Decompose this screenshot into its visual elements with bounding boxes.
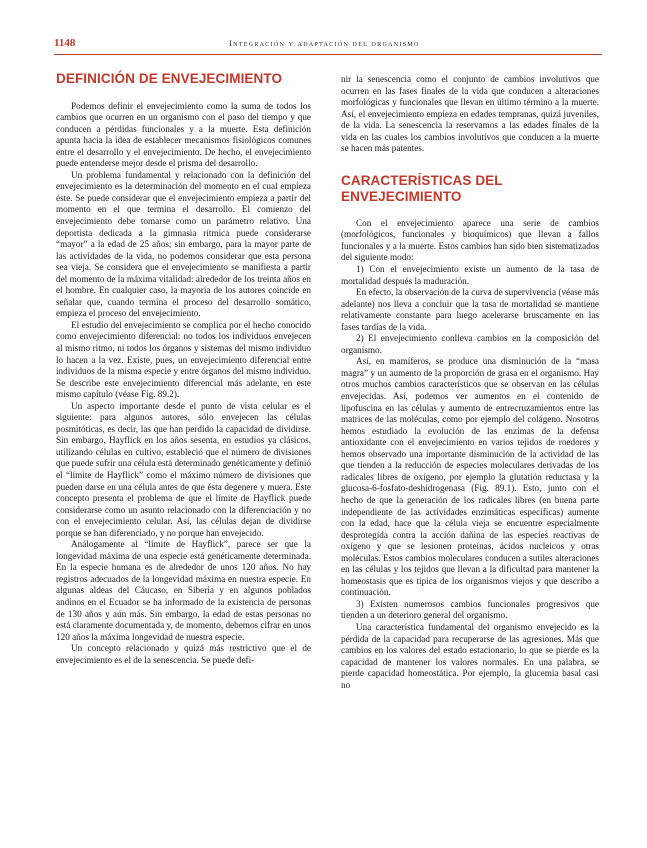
paragraph: En efecto, la observación de la curva de supervivencia (véase más adelante) nos lleva a concluir que la tasa de mortalidad se mantiene relativamente constante para luego acelerarse bruscamente en las fases tardías de la vida. [341,287,599,332]
paragraph: Un aspecto importante desde el punto de vista celular es el siguiente: para algunos autores, sólo envejecen las células posmitóticas, es decir, las que han perdido la capacidad de dividirse. Sin embargo, Hayflick en los años sesenta, en estudios ya clásicos, utilizando células en cultivo, estableció que el número de divisiones que puede sufrir una célula está determinado genéticamente y definió el “límite de Hayflick” como el máximo número de divisiones que pueden darse en una célula antes de que ésta degenere y muera. Este concepto presenta el problema de que el límite de Hayflick puede considerarse como un asunto relacionado con la diferenciación y no con el envejecimiento celular. Así, las células dejan de dividirse porque se han diferenciado, y no porque han envejecido. [56,400,311,538]
page-number: 1148 [54,37,76,49]
paragraph-continued: nir la senescencia como el conjunto de cambios involutivos que ocurren en las fases finales de la vida que conducen a alteraciones morfológicas y funcionales que llevan en último término a la muerte. Así, el envejecimiento empieza en edades tempranas, quizá juveniles, de la vida. La senescencia la reservamos a las edades finales de la vida en las cuales los cambios involutivos que conducen a la muerte se hacen más patentes. [341,74,599,154]
paragraph: Así, en mamíferos, se produce una disminución de la “masa magra” y un aumento de la proporción de grasa en el organismo. Hay otros muchos cambios característicos que se observan en las células envejecidas. Así, podemos ver aumentos en el contenido de lipofuscina en las células y aumento de entrecruzamientos entre las matrices de las moléculas, como por ejemplo del colágeno. Nosotros hemos estudiado la evolución de las enzimas de la defensa antioxidante con el envejecimiento en varios tejidos de roedores y hemos observado una importante disminución de la actividad de las que tienden a la reducción de especies moleculares derivadas de los radicales libres de oxígeno, por ejemplo la glutatión reductasa y la glucosa-6-fosfato-deshidrogenasa (Fig. 89.1). Esto, junto con el hecho de que la generación de los radicales libres (en buena parte independiente de las actividades enzimáticas específicas) aumente con la edad, hace que la célula vieja se encuentre especialmente desprotegida contra la acción dañina de las especies reactivas de oxígeno y que se lesionen proteínas, ácidos nucleicos y otras moléculas. Estos cambios moleculares conducen a sutiles alteraciones en las células y los tejidos que llevan a la dificultad para mantener la homeostasis que es típica de los organismos viejos y que describo a continuación. [341,356,599,598]
header-rule [54,54,602,55]
paragraph: Un concepto relacionado y quizá más restrictivo que el de envejecimiento es el de la senescencia. Se puede defi- [56,643,311,665]
paragraph: Con el envejecimiento aparece una serie de cambios (morfológicos, funcionales y bioquímicos) que llevan a fallos funcionales y a la muerte. Estos cambios han sido bien sistematizados del siguiente modo: [341,217,599,263]
paragraph: Un problema fundamental y relacionado con la definición del envejecimiento es la determinación del momento en el cual empieza éste. Se puede considerar que el envejecimiento empieza a partir del momento en el que termina el desarrollo. El comienzo del envejecimiento debe tomarse como un parámetro relativo. Una deportista dedicada a la gimnasia rítmica puede considerarse “mayor” a la edad de 25 años; sin embargo, para la mayor parte de las actividades de la vida, no podemos considerar que esta persona sea vieja. Se considera que el envejecimiento se manifiesta a partir del momento de la máxima vitalidad: alrededor de los treinta años en el hombre. En cualquier caso, la mayoría de los autores coincide en señalar que, cuando termina el proceso del desarrollo somático, empieza el proceso del envejecimiento. [56,169,311,319]
paragraph: Análogamente al “límite de Hayflick”, parece ser que la longevidad máxima de una especie está genéticamente determinada. En la especie humana es de alrededor de unos 120 años. No hay registros adecuados de la longevidad máxima en nuestra especie. En algunas aldeas del Cáucaso, en Siberia y en algunos poblados andinos en el Ecuador se ha informado de la existencia de personas de 130 años y aún más. Sin embargo, la edad de estas personas no está claramente documentada y, de momento, debemos cifrar en unos 120 años la máxima longevidad de nuestra especie. [56,539,311,642]
running-header-title: Integración y adaptación del organismo [229,38,420,48]
running-header [54,37,602,51]
paragraph: Podemos definir el envejecimiento como la suma de todos los cambios que ocurren en un organismo con el paso del tiempo y que conducen a pérdidas funcionales y a la muerte. Esta definición apunta hacia la idea de establecer mecanismos fisiológicos comunes entre el desarrollo y el envejecimiento. De hecho, el envejecimiento puede entenderse mejor desde el prisma del desarrollo. [56,100,311,169]
section-title-caracteristicas: CARACTERÍSTICAS DEL ENVEJECIMIENTO [341,172,503,205]
section-title-definicion: DEFINICIÓN DE ENVEJECIMIENTO [56,71,283,86]
left-column [56,71,311,666]
numbered-point: 3) Existen numerosos cambios funcionales progresivos que tienden a un deterioro general del organismo. [341,598,599,621]
numbered-point: 1) Con el envejecimiento existe un aumento de la tasa de mortalidad después la maduración. [341,264,599,286]
right-column [341,74,599,691]
paragraph: El estudio del envejecimiento se complica por el hecho conocido como envejecimiento diferencial: no todos los individuos envejecen al mismo ritmo, ni todos los órganos y sistemas del mismo individuo lo hacen a la vez. Existe, pues, un envejecimiento diferencial entre individuos de la misma especie y entre órganos del mismo individuo. Se describe este envejecimiento diferencial más adelante, en este mismo capítulo (véase Fig. 89.2). [56,319,311,400]
numbered-point: 2) El envejecimiento conlleva cambios en la composición del organismo. [341,333,599,355]
paragraph: Una característica fundamental del organismo envejecido es la pérdida de la capacidad para recuperarse de las agresiones. Más que cambios en los valores del estado estacionario, lo que se pierde es la capacidad de mantener los valores normales. En una palabra, se pierde capacidad homeostática. Por ejemplo, la glucemia basal casi no [341,621,599,690]
